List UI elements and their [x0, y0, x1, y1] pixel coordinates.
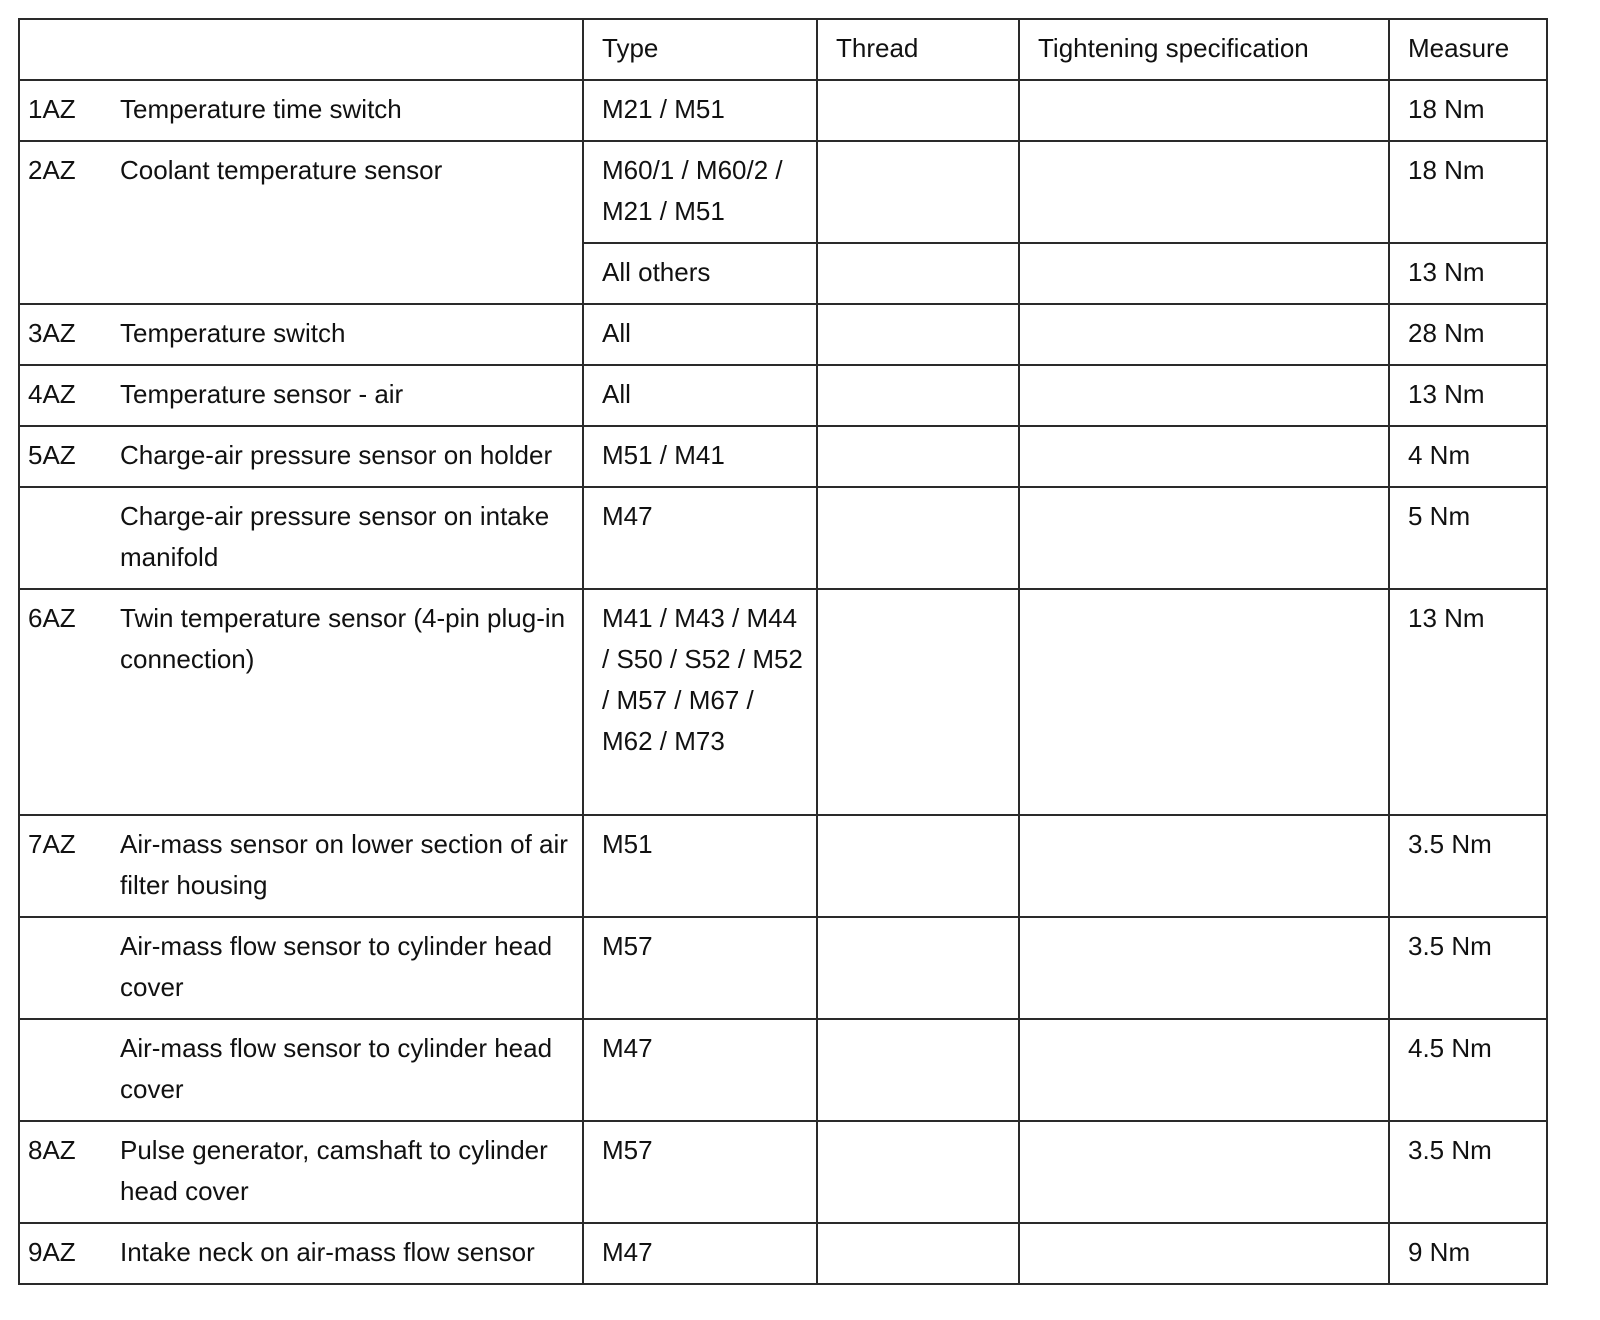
component-cell: [19, 815, 583, 917]
thread-cell: [817, 365, 1019, 426]
component-cell: [19, 1019, 583, 1121]
component-description: Air-mass flow sensor to cylinder head cover: [120, 931, 553, 1002]
component-cell: [19, 304, 583, 365]
component-description: Temperature time switch: [120, 94, 402, 124]
measure-cell: 3.5 Nm: [1389, 1121, 1547, 1223]
spec-cell: [1019, 1121, 1389, 1223]
type-cell: M47: [583, 1019, 817, 1121]
measure-cell: 18 Nm: [1389, 141, 1547, 243]
header-tightening-specification: Tightening specification: [1019, 19, 1389, 80]
measure-cell: 3.5 Nm: [1389, 815, 1547, 917]
spec-cell: [1019, 426, 1389, 487]
table-row: [19, 917, 1547, 1019]
table-row: [19, 589, 1547, 815]
component-description: Pulse generator, camshaft to cylinder head cover: [120, 1135, 548, 1206]
spec-cell: [1019, 917, 1389, 1019]
component-code: 1AZ: [28, 94, 76, 124]
component-cell: [19, 365, 583, 426]
thread-cell: [817, 917, 1019, 1019]
component-description: Coolant temperature sensor: [120, 155, 443, 185]
thread-cell: [817, 589, 1019, 815]
thread-cell: [817, 1223, 1019, 1284]
header-component: [19, 19, 583, 80]
header-type: Type: [583, 19, 817, 80]
component-description: Charge-air pressure sensor on intake manifold: [120, 501, 550, 572]
thread-cell: [817, 487, 1019, 589]
component-code: 9AZ: [28, 1237, 76, 1267]
component-description: Twin temperature sensor (4-pin plug-in connection): [120, 603, 566, 674]
type-cell: M51: [583, 815, 817, 917]
component-code: 4AZ: [28, 379, 76, 409]
measure-cell: 28 Nm: [1389, 304, 1547, 365]
table-row: [19, 304, 1547, 365]
spec-cell: [1019, 304, 1389, 365]
thread-cell: [817, 815, 1019, 917]
component-description: Air-mass flow sensor to cylinder head cover: [120, 1033, 553, 1104]
component-cell: [19, 487, 583, 589]
type-cell: All others: [583, 243, 817, 304]
spec-cell: [1019, 1019, 1389, 1121]
spec-cell: [1019, 487, 1389, 589]
spec-cell: [1019, 815, 1389, 917]
thread-cell: [817, 1019, 1019, 1121]
component-description: Charge-air pressure sensor on holder: [120, 440, 553, 470]
thread-cell: [817, 80, 1019, 141]
spec-cell: [1019, 1223, 1389, 1284]
type-cell: M60/1 / M60/2 / M21 / M51: [583, 141, 817, 243]
type-cell: M41 / M43 / M44 / S50 / S52 / M52 / M57 / M67 / M62 / M73: [583, 589, 817, 815]
component-cell: [19, 141, 583, 304]
type-cell: M57: [583, 917, 817, 1019]
component-cell: [19, 80, 583, 141]
header-measure: Measure: [1389, 19, 1547, 80]
table-row: [19, 365, 1547, 426]
component-code: 8AZ: [28, 1135, 76, 1165]
table-row: [19, 426, 1547, 487]
type-cell: All: [583, 304, 817, 365]
table-row: [19, 1223, 1547, 1284]
type-cell: All: [583, 365, 817, 426]
component-code: 2AZ: [28, 155, 76, 185]
thread-cell: [817, 243, 1019, 304]
spec-cell: [1019, 141, 1389, 243]
header-thread: Thread: [817, 19, 1019, 80]
table-row: [19, 1019, 1547, 1121]
table-row: [19, 487, 1547, 589]
thread-cell: [817, 426, 1019, 487]
thread-cell: [817, 1121, 1019, 1223]
spec-cell: [1019, 80, 1389, 141]
type-cell: M47: [583, 487, 817, 589]
component-cell: [19, 1223, 583, 1284]
type-cell: M57: [583, 1121, 817, 1223]
component-code: 3AZ: [28, 318, 76, 348]
component-description: Air-mass sensor on lower section of air filter housing: [120, 829, 568, 900]
spec-cell: [1019, 589, 1389, 815]
header-row: [19, 19, 1547, 80]
thread-cell: [817, 141, 1019, 243]
component-cell: [19, 917, 583, 1019]
measure-cell: 3.5 Nm: [1389, 917, 1547, 1019]
measure-cell: 4 Nm: [1389, 426, 1547, 487]
measure-cell: 5 Nm: [1389, 487, 1547, 589]
measure-cell: 13 Nm: [1389, 365, 1547, 426]
component-cell: [19, 1121, 583, 1223]
spec-cell: [1019, 365, 1389, 426]
component-description: Temperature sensor - air: [120, 379, 404, 409]
table-row: [19, 141, 1547, 243]
component-cell: [19, 426, 583, 487]
spec-cell: [1019, 243, 1389, 304]
table-row: [19, 1121, 1547, 1223]
component-description: Temperature switch: [120, 318, 346, 348]
measure-cell: 9 Nm: [1389, 1223, 1547, 1284]
measure-cell: 18 Nm: [1389, 80, 1547, 141]
type-cell: M21 / M51: [583, 80, 817, 141]
type-cell: M47: [583, 1223, 817, 1284]
component-code: 7AZ: [28, 829, 76, 859]
table-row: [19, 815, 1547, 917]
component-code: 5AZ: [28, 440, 76, 470]
thread-cell: [817, 304, 1019, 365]
measure-cell: 13 Nm: [1389, 589, 1547, 815]
component-description: Intake neck on air-mass flow sensor: [120, 1237, 535, 1267]
measure-cell: 4.5 Nm: [1389, 1019, 1547, 1121]
tightening-torque-table: [18, 18, 1548, 1285]
measure-cell: 13 Nm: [1389, 243, 1547, 304]
table-row: [19, 80, 1547, 141]
component-cell: [19, 589, 583, 815]
component-code: 6AZ: [28, 603, 76, 633]
type-cell: M51 / M41: [583, 426, 817, 487]
